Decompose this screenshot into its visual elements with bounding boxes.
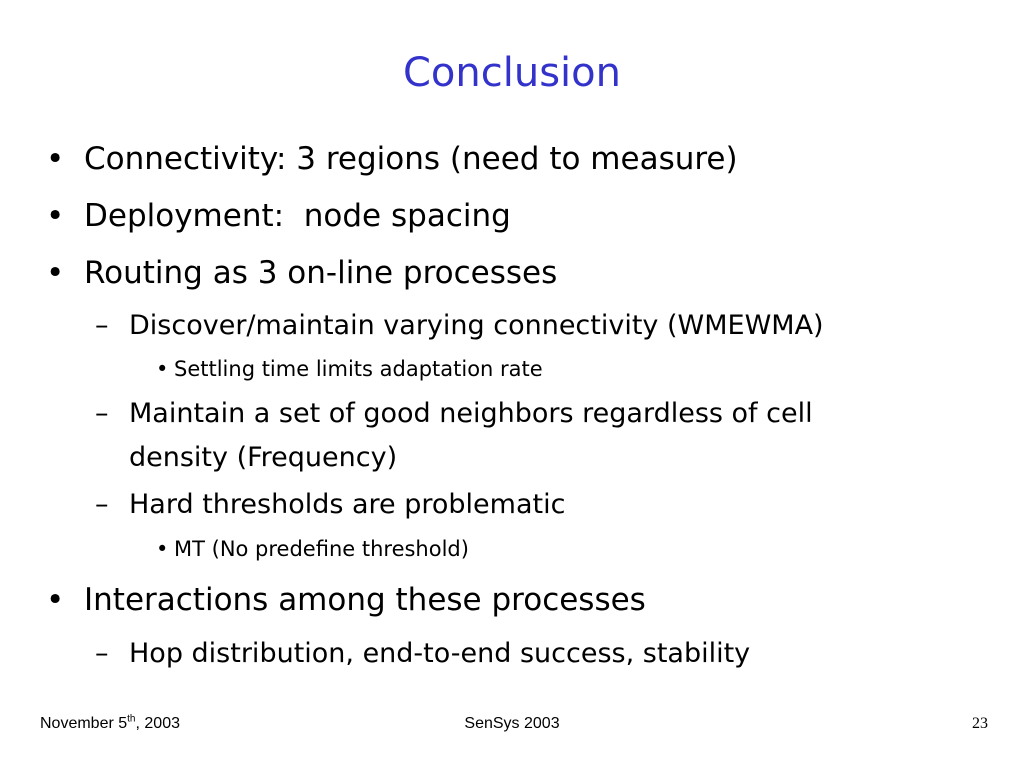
bullet-marker: •	[46, 255, 65, 291]
bullet-marker: •	[46, 141, 65, 177]
footer-date-suffix: , 2003	[135, 715, 180, 732]
slide-title: Conclusion	[403, 50, 621, 96]
sub-sub-bullet-marker: •	[156, 357, 169, 381]
bullet-text: Routing as 3 on-line processes	[84, 255, 558, 291]
bullet-marker: •	[46, 198, 65, 234]
sub-bullet-marker: –	[95, 310, 109, 341]
sub-bullet-marker: –	[95, 638, 109, 669]
sub-bullet-marker: –	[95, 489, 109, 520]
footer-date-prefix: November 5	[40, 715, 128, 732]
bullet-text: Connectivity: 3 regions (need to measure)	[84, 141, 738, 177]
bullet-text: Interactions among these processes	[84, 582, 646, 618]
footer-page-number: 23	[972, 715, 988, 732]
sub-sub-bullet-text: Settling time limits adaptation rate	[174, 357, 543, 381]
bullet-marker: •	[46, 582, 65, 618]
sub-bullet-marker: –	[95, 398, 109, 429]
sub-sub-bullet-text: MT (No predefine threshold)	[174, 537, 469, 561]
sub-bullet-text: Hop distribution, end-to-end success, stability	[129, 638, 751, 669]
sub-bullet-text: Maintain a set of good neighbors regardless of cell	[129, 398, 813, 429]
sub-bullet-text: density (Frequency)	[129, 442, 398, 473]
sub-bullet-text: Hard thresholds are problematic	[129, 489, 566, 520]
footer-conference: SenSys 2003	[464, 715, 560, 732]
sub-sub-bullet-marker: •	[156, 537, 169, 561]
sub-bullet-text: Discover/maintain varying connectivity (WMEWMA)	[129, 310, 824, 341]
footer-date-superscript: th	[127, 713, 136, 725]
bullet-text: Deployment: node spacing	[84, 198, 511, 234]
